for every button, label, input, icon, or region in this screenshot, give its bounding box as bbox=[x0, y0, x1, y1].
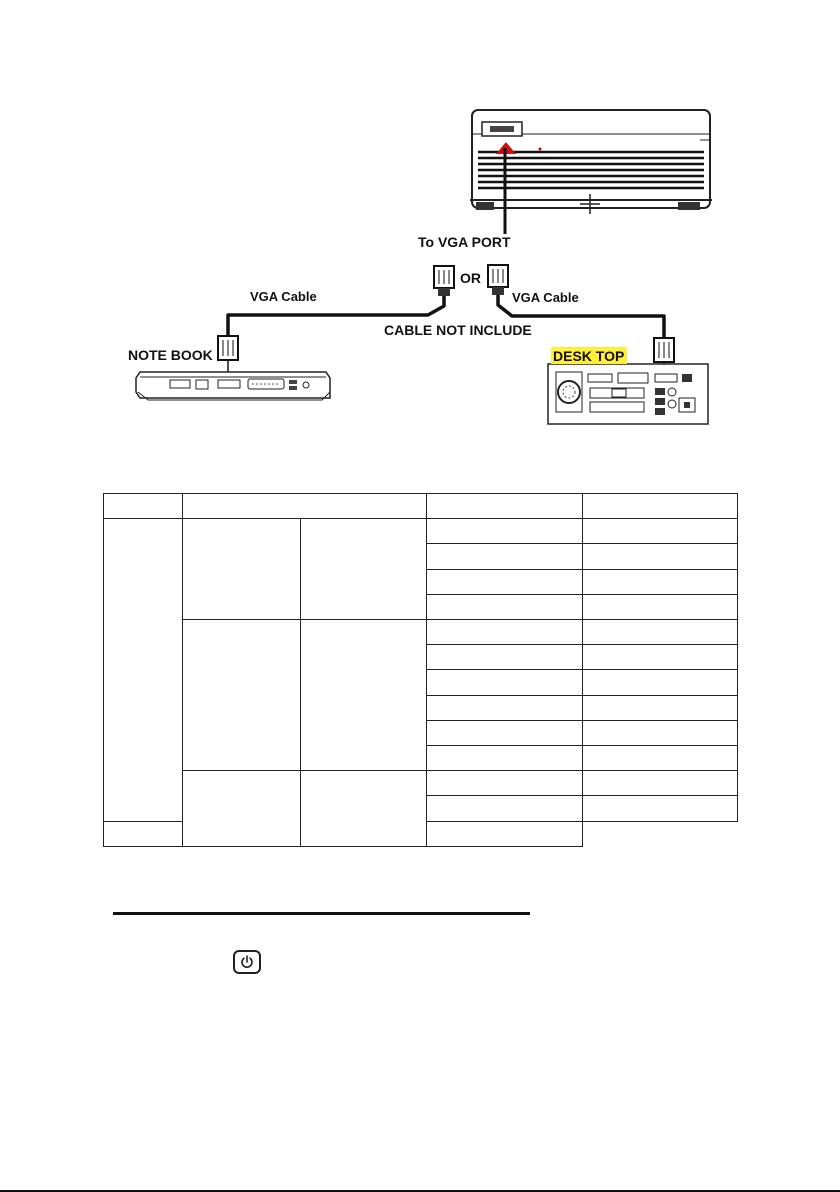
table-cell bbox=[104, 821, 183, 846]
table-cell bbox=[183, 771, 301, 847]
table-row bbox=[104, 620, 738, 645]
table-cell bbox=[583, 594, 738, 619]
table-cell bbox=[583, 519, 738, 544]
table-cell bbox=[427, 645, 583, 670]
table-cell bbox=[427, 746, 583, 771]
table-cell bbox=[427, 670, 583, 695]
table-cell bbox=[583, 695, 738, 720]
vga-port-label: To VGA PORT bbox=[418, 234, 511, 250]
desktop-illustration bbox=[548, 364, 708, 424]
vga-connector-left bbox=[434, 266, 454, 296]
table-cell bbox=[427, 796, 583, 821]
table-cell bbox=[583, 771, 738, 796]
table-cell bbox=[427, 544, 583, 569]
table-cell bbox=[583, 569, 738, 594]
section-divider bbox=[113, 912, 530, 915]
table-cell bbox=[183, 620, 301, 771]
table-cell bbox=[583, 494, 738, 519]
table-header-row bbox=[104, 494, 738, 519]
vga-cable-left-label: VGA Cable bbox=[250, 289, 317, 304]
table-cell bbox=[183, 519, 301, 620]
table-cell bbox=[301, 771, 427, 847]
table-cell bbox=[427, 620, 583, 645]
table-cell bbox=[583, 620, 738, 645]
cable-not-included-label: CABLE NOT INCLUDE bbox=[384, 322, 532, 338]
spec-table bbox=[103, 493, 738, 847]
table-cell bbox=[104, 519, 183, 821]
table-cell bbox=[583, 645, 738, 670]
table-cell bbox=[104, 494, 183, 519]
table-cell bbox=[427, 771, 583, 796]
connection-diagram bbox=[0, 0, 840, 470]
desktop-label: DESK TOP bbox=[553, 348, 625, 364]
vga-connector-right bbox=[488, 265, 508, 295]
table-cell bbox=[427, 519, 583, 544]
table-cell bbox=[427, 720, 583, 745]
table-cell bbox=[583, 796, 738, 821]
table-cell bbox=[583, 746, 738, 771]
table-cell bbox=[583, 670, 738, 695]
table-row bbox=[104, 519, 738, 544]
or-label: OR bbox=[460, 270, 481, 286]
notebook-label: NOTE BOOK bbox=[128, 347, 213, 363]
table-cell bbox=[427, 494, 583, 519]
notebook-illustration bbox=[136, 372, 330, 400]
table-cell bbox=[301, 620, 427, 771]
vga-cable-right-label: VGA Cable bbox=[512, 290, 579, 305]
table-cell bbox=[427, 569, 583, 594]
table-cell bbox=[583, 720, 738, 745]
table-cell bbox=[427, 821, 583, 846]
power-icon bbox=[233, 950, 261, 974]
table-cell bbox=[583, 544, 738, 569]
table-cell bbox=[427, 695, 583, 720]
table-cell bbox=[183, 494, 427, 519]
table-row bbox=[104, 771, 738, 796]
table-cell bbox=[301, 519, 427, 620]
table-cell bbox=[427, 594, 583, 619]
